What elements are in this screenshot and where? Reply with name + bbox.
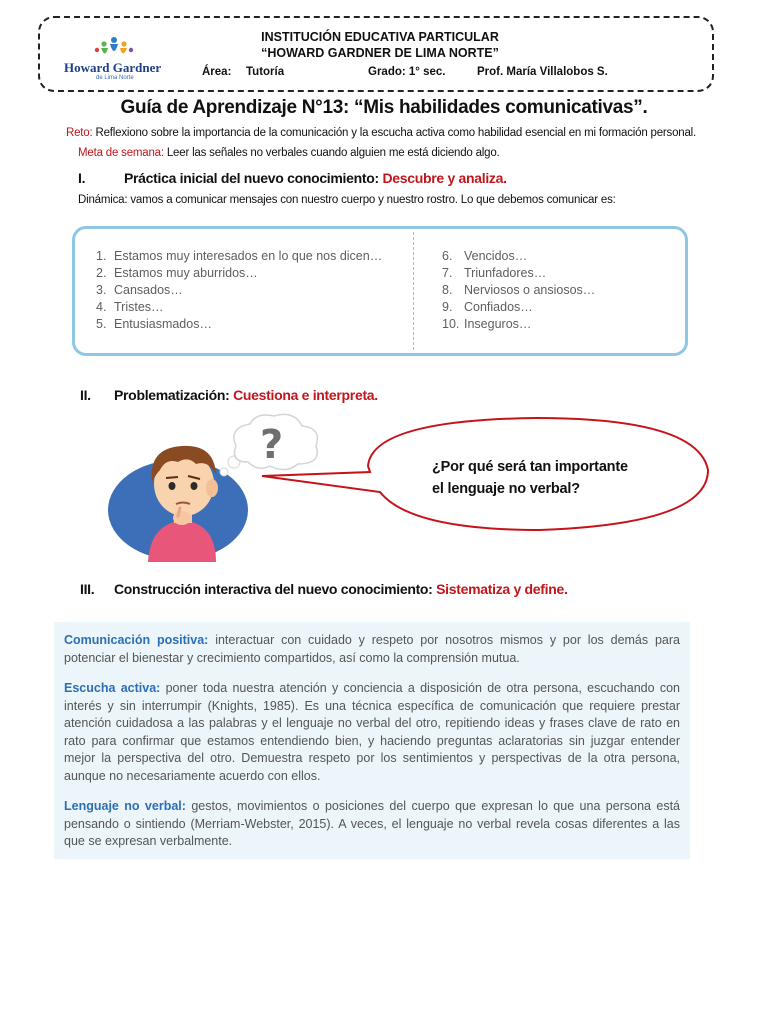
list-item: 9. Confiados… <box>442 300 533 314</box>
institution-line-1: INSTITUCIÓN EDUCATIVA PARTICULAR <box>261 30 499 44</box>
list-item: 10. Inseguros… <box>442 317 532 331</box>
list-item: 8. Nerviosos o ansiosos… <box>442 283 596 297</box>
emotions-list-right <box>442 248 595 333</box>
list-item: 1. Estamos muy interesados en lo que nos dicen… <box>96 249 383 263</box>
emotions-divider <box>413 232 414 350</box>
logo-wordmark: Howard Gardner <box>64 60 162 75</box>
section-1-heading <box>124 170 507 186</box>
grade-field: Grado: 1° sec. <box>368 66 446 78</box>
guide-title: Guía de Aprendizaje N°13: “Mis habilidades comunicativas”. <box>120 97 648 118</box>
definitions-box <box>54 622 690 859</box>
reto-line <box>66 127 696 139</box>
definition-text: interactuar con cuidado y respeto por nosotros mismos y por los demás para potenciar el bienestar y crecimiento compartidos, así como la comprensión mutua. <box>64 633 680 665</box>
area-label: Área: <box>202 66 232 78</box>
logo-subtext: de Lima Norte <box>96 75 134 81</box>
section-2-heading <box>114 387 378 403</box>
question-line-2: el lenguaje no verbal? <box>432 481 580 497</box>
dynamic-instructions: Dinámica: vamos a comunicar mensajes con nuestro cuerpo y nuestro rostro. Lo que debemos comunicar es: <box>78 194 616 206</box>
institution-line-2: “HOWARD GARDNER DE LIMA NORTE” <box>261 46 499 60</box>
section-1-numeral: I. <box>78 170 86 186</box>
teacher-field: Prof. María Villalobos S. <box>477 66 608 78</box>
definition-active-listening <box>64 680 680 785</box>
list-item: 4. Tristes… <box>96 300 164 314</box>
meta-text: Leer las señales no verbales cuando alguien me está diciendo algo. <box>166 147 500 159</box>
definition-text: poner toda nuestra atención y conciencia a disposición de otra persona, escuchando con interés y sin interrumpir (Knights, 1985). Es una técnica específica de comunicación que requiere prestar atención cuidadosa a las palabras y el lenguaje no verbal del otro, repitiendo ideas y frases clave de rato en rato para confirmar que estamos entendiendo bien, y haciendo preguntas aclaratorias sin juzgar entender mejor la perspectiva del otro. Demuestra respeto por los sentimientos y perspectivas de la otra persona, aunque no necesariamente acuerdo con ellos. <box>64 681 680 783</box>
section-2-numeral: II. <box>80 387 91 403</box>
reto-label: Reto: <box>66 127 93 139</box>
list-item: 3. Cansados… <box>96 283 183 297</box>
definition-term: Comunicación positiva: <box>64 633 209 647</box>
reto-text: Reflexiono sobre la importancia de la comunicación y la escucha activa como habilidad esencial en mi formación personal. <box>95 127 697 139</box>
section-1-title: Práctica inicial del nuevo conocimiento: <box>124 170 379 186</box>
question-mark-text: ? <box>260 422 284 468</box>
definition-text: gestos, movimientos o posiciones del cuerpo que expresan lo que una persona está pensando o sintiendo (Merriam-Webster, 2015). A veces, el lenguaje no verbal revela cosas diferentes a las que se expresan verbalmente. <box>64 799 680 848</box>
list-item: 6. Vencidos… <box>442 249 528 263</box>
section-1-highlight: Descubre y analiza. <box>382 170 507 186</box>
speech-bubble-text <box>432 456 628 500</box>
section-2-title: Problematización: <box>114 387 230 403</box>
definition-term: Lenguaje no verbal: <box>64 799 186 813</box>
meta-label: Meta de semana: <box>78 147 164 159</box>
definition-nonverbal-language <box>64 798 680 851</box>
emotions-list-left <box>96 248 382 333</box>
question-line-1: ¿Por qué será tan importante <box>432 459 628 475</box>
section-3-heading <box>114 581 568 597</box>
section-2-highlight: Cuestiona e interpreta. <box>233 387 378 403</box>
list-item: 5. Entusiasmados… <box>96 317 212 331</box>
school-logo <box>58 30 176 80</box>
area-value: Tutoría <box>246 66 285 78</box>
list-item: 2. Estamos muy aburridos… <box>96 266 258 280</box>
meta-line <box>78 147 500 159</box>
list-item: 7. Triunfadores… <box>442 266 547 280</box>
definition-term: Escucha activa: <box>64 681 161 695</box>
definition-positive-communication <box>64 632 680 667</box>
section-3-highlight: Sistematiza y define. <box>436 581 568 597</box>
section-3-title: Construcción interactiva del nuevo conocimiento: <box>114 581 433 597</box>
section-3-numeral: III. <box>80 581 95 597</box>
